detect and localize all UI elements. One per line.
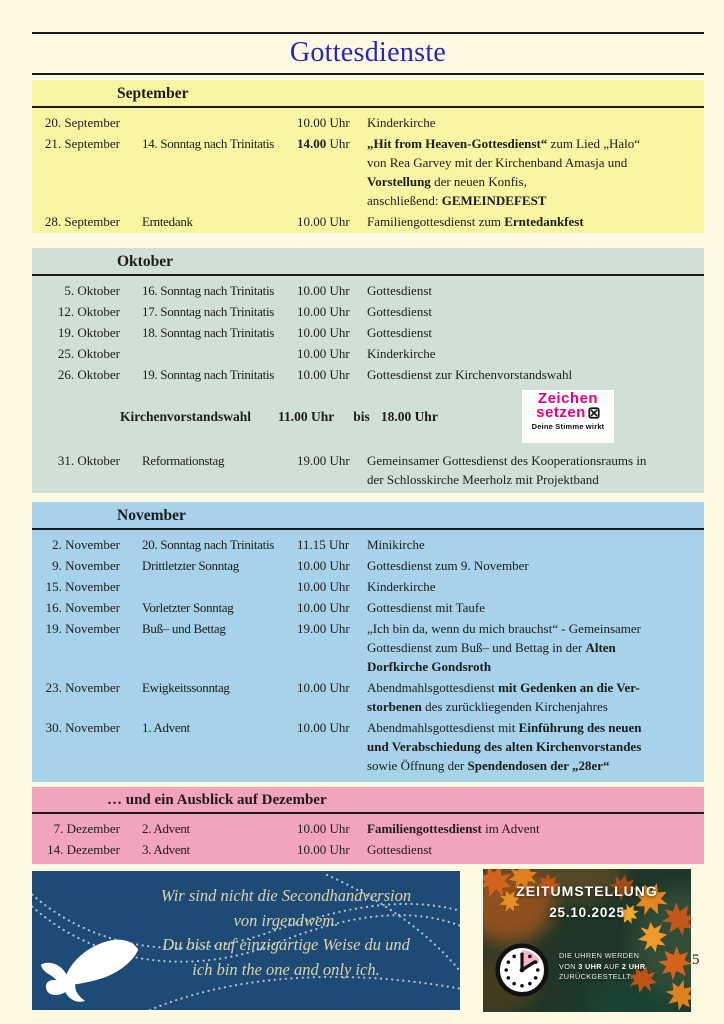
- service-description: [367, 281, 704, 300]
- service-date: 15. November: [45, 579, 120, 594]
- service-date: 9. November: [52, 558, 120, 573]
- service-description: [367, 840, 704, 859]
- service-time: 10.00 Uhr: [297, 346, 350, 361]
- service-row: [32, 819, 704, 838]
- text-segment: anschließend:: [367, 193, 442, 208]
- text-segment: Gottesdienst: [367, 304, 432, 319]
- election-time-to: 18.00 Uhr: [380, 408, 438, 424]
- section-november: [32, 502, 704, 782]
- service-description: [367, 113, 704, 132]
- text-segment: Kinderkirche: [367, 579, 436, 594]
- service-description: [367, 365, 704, 384]
- service-time: 10.00 Uhr: [297, 842, 350, 857]
- service-label: 3. Advent: [142, 842, 190, 857]
- service-label: [120, 344, 297, 363]
- text-segment: Dorfkirche Gondsroth: [367, 659, 492, 674]
- service-time: 10.00 Uhr: [297, 600, 350, 615]
- service-description: [367, 302, 704, 321]
- timechange-date: 25.10.2025: [549, 905, 625, 920]
- service-time: 10.00 Uhr: [297, 304, 350, 319]
- service-description: [367, 134, 704, 210]
- service-label: Drittletzter Sonntag: [142, 558, 239, 573]
- quote-line: Wir sind nicht die Secondhandversion: [160, 886, 412, 905]
- section-rows: [32, 276, 704, 489]
- logo-word: setzen: [522, 406, 614, 420]
- service-row: [32, 281, 704, 300]
- service-row: [32, 598, 704, 617]
- service-time: 11.15 Uhr: [297, 537, 350, 552]
- service-row: [32, 556, 704, 575]
- text-segment: Gottesdienst: [367, 283, 432, 298]
- section-header: … und ein Ausblick auf Dezember: [32, 787, 704, 814]
- service-row: [32, 302, 704, 321]
- text-segment: Kinderkirche: [367, 346, 436, 361]
- section-dezember: [32, 787, 704, 864]
- logo-word: Zeichen: [537, 390, 599, 407]
- zeichen-setzen-logo: [522, 390, 614, 443]
- service-time: 19.00 Uhr: [297, 453, 350, 468]
- service-time: 10.00 Uhr: [297, 115, 350, 130]
- page-number: 5: [692, 952, 700, 968]
- service-row: [32, 134, 704, 210]
- service-label: Erntedank: [142, 214, 193, 229]
- service-description: [367, 535, 704, 554]
- text-segment: Abendmahlsgottesdienst: [367, 680, 499, 695]
- quote-line: ich bin the one and only ich.: [192, 959, 380, 979]
- service-date: 28. September: [44, 214, 120, 229]
- text-segment: 3 UHR: [578, 961, 602, 971]
- text-segment: Einführung des neuen: [518, 720, 642, 735]
- service-description: [367, 556, 704, 575]
- service-label: 2. Advent: [142, 821, 190, 836]
- service-time: 10.00 Uhr: [297, 579, 350, 594]
- service-date: 31. Oktober: [57, 453, 120, 468]
- text-segment: Erntedankfest: [504, 214, 584, 229]
- text-segment: Vorstellung: [367, 174, 431, 189]
- text-segment: Alten: [585, 640, 616, 655]
- service-row: [32, 212, 704, 231]
- quote-card: [32, 871, 460, 1010]
- timechange-note: [559, 951, 646, 983]
- service-row: [32, 365, 704, 384]
- service-description: [367, 451, 704, 489]
- section-september: [32, 80, 704, 233]
- service-description: [367, 212, 704, 231]
- timechange-note-line: [559, 962, 646, 973]
- service-label: Buß– und Bettag: [142, 621, 226, 636]
- service-description: [367, 819, 704, 838]
- text-segment: sowie Öffnung der: [367, 758, 468, 773]
- service-label: 19. Sonntag nach Trinitatis: [142, 367, 275, 382]
- timechange-card: [483, 869, 691, 1012]
- election-label: Kirchenvorstandswahl: [120, 408, 252, 424]
- service-label: 20. Sonntag nach Trinitatis: [142, 537, 275, 552]
- service-row: [32, 451, 704, 489]
- service-label: [120, 113, 297, 132]
- service-row: [32, 113, 704, 132]
- text-segment: und Verabschiedung des alten Kirchenvorstandes: [367, 739, 642, 754]
- text-segment: Kinderkirche: [367, 115, 436, 130]
- section-rows: [32, 814, 704, 859]
- text-segment: 2 UHR: [621, 961, 646, 971]
- service-label: 1. Advent: [142, 720, 190, 735]
- text-segment: im Advent: [481, 821, 540, 836]
- service-label: 18. Sonntag nach Trinitatis: [142, 325, 275, 340]
- section-oktober: [32, 248, 704, 493]
- service-time: 14.00 Uhr: [297, 136, 350, 151]
- service-date: 7. Dezember: [53, 821, 120, 836]
- text-segment: Gottesdienst zum 9. November: [367, 558, 529, 573]
- ballot-box-x-icon: [588, 407, 600, 419]
- text-segment: von Rea Garvey mit der Kirchenband Amasja und: [367, 155, 628, 170]
- timechange-note-line: [559, 972, 646, 983]
- election-time-separator: bis: [353, 408, 370, 424]
- text-segment: Gemeinsamer Gottesdienst des Kooperationsraums in: [367, 453, 647, 468]
- section-header: November: [32, 502, 704, 530]
- service-row: [32, 678, 704, 716]
- text-segment: Gottesdienst mit Taufe: [367, 600, 485, 615]
- service-label: 17. Sonntag nach Trinitatis: [142, 304, 275, 319]
- service-date: 21. September: [44, 136, 120, 151]
- service-label: 14. Sonntag nach Trinitatis: [142, 136, 275, 151]
- quote-line: Du bist auf einzigartige Weise du und: [162, 935, 410, 954]
- text-segment: Gottesdienst: [367, 325, 432, 340]
- clock-turn-back-icon: [495, 943, 549, 997]
- service-label: [120, 577, 297, 596]
- text-segment: Gottesdienst zur Kirchenvorstandswahl: [367, 367, 573, 382]
- service-date: 12. Oktober: [57, 304, 120, 319]
- timechange-note-line: [559, 951, 646, 962]
- service-label: Vorletzter Sonntag: [142, 600, 234, 615]
- service-date: 26. Oktober: [57, 367, 120, 382]
- text-segment: ZURÜCKGESTELLT.: [559, 972, 633, 981]
- service-date: 20. September: [44, 115, 120, 130]
- service-date: 25. Oktober: [57, 346, 120, 361]
- service-description: [367, 344, 704, 363]
- text-segment: Gottesdienst: [367, 842, 432, 857]
- service-date: 2. November: [52, 537, 120, 552]
- service-label: 16. Sonntag nach Trinitatis: [142, 283, 275, 298]
- service-date: 19. November: [45, 621, 120, 636]
- service-time: 10.00 Uhr: [297, 821, 350, 836]
- text-segment: des zurückliegenden Kirchenjahres: [421, 699, 608, 714]
- service-description: [367, 598, 704, 617]
- text-segment: AUF: [601, 961, 622, 971]
- service-date: 30. November: [45, 720, 120, 735]
- page-title: Gottesdienste: [289, 37, 447, 68]
- text-segment: der Schlosskirche Meerholz mit Projektband: [367, 472, 599, 487]
- service-label: Ewigkeitssonntag: [142, 680, 230, 695]
- service-description: [367, 619, 704, 676]
- service-time: 10.00 Uhr: [297, 367, 350, 382]
- service-time: 19.00 Uhr: [297, 621, 350, 636]
- service-description: [367, 678, 704, 716]
- quote-line: von irgendwem.: [233, 910, 339, 930]
- quote-text: [120, 884, 452, 982]
- text-segment: Familiengottesdienst: [367, 821, 482, 836]
- service-row: [32, 577, 704, 596]
- section-rows: [32, 108, 704, 231]
- text-segment: storbenen: [367, 699, 422, 714]
- service-row: [32, 718, 704, 775]
- service-time: 10.00 Uhr: [297, 720, 350, 735]
- text-segment: Minikirche: [367, 537, 425, 552]
- text-segment: Abendmahlsgottesdienst mit: [367, 720, 519, 735]
- service-row: [32, 619, 704, 676]
- text-segment: Spendendosen der „28er“: [467, 758, 610, 773]
- text-segment: Familiengottesdienst zum: [367, 214, 505, 229]
- masthead: [32, 32, 704, 75]
- text-segment: Gottesdienst zum Buß– und Bettag in der: [367, 640, 586, 655]
- service-time: 10.00 Uhr: [297, 283, 350, 298]
- service-time: 10.00 Uhr: [297, 680, 350, 695]
- service-time: 10.00 Uhr: [297, 214, 350, 229]
- service-label: Reformationstag: [142, 453, 225, 468]
- text-segment: der neuen Konfis,: [430, 174, 527, 189]
- service-time: 10.00 Uhr: [297, 558, 350, 573]
- service-date: 14. Dezember: [47, 842, 120, 857]
- text-segment: „Ich bin da, wenn du mich brauchst“ - Gemeinsamer: [367, 621, 641, 636]
- service-time-bold: 14.00: [297, 136, 327, 151]
- logo-tagline: Deine Stimme wirkt: [531, 422, 605, 431]
- service-description: [367, 577, 704, 596]
- service-date: 16. November: [45, 600, 120, 615]
- service-row: [32, 323, 704, 342]
- text-segment: zum Lied „Halo“: [547, 136, 641, 151]
- section-header: Oktober: [32, 248, 704, 276]
- service-row: [32, 344, 704, 363]
- section-header: September: [32, 80, 704, 108]
- service-date: 5. Oktober: [64, 283, 120, 298]
- service-row: [32, 840, 704, 859]
- timechange-title: ZEITUMSTELLUNG: [516, 883, 658, 899]
- text-segment: mit Gedenken an die Ver-: [498, 680, 640, 695]
- election-time-from: 11.00 Uhr: [278, 408, 335, 424]
- text-segment: „Hit from Heaven-Gottesdienst“: [367, 136, 548, 151]
- election-notice: [32, 390, 704, 443]
- service-description: [367, 323, 704, 342]
- text-segment: VON: [559, 961, 579, 971]
- text-segment: GEMEINDEFEST: [441, 193, 547, 208]
- service-description: [367, 718, 704, 775]
- section-rows: [32, 530, 704, 775]
- service-time: 10.00 Uhr: [297, 325, 350, 340]
- service-date: 23. November: [45, 680, 120, 695]
- service-date: 19. Oktober: [57, 325, 120, 340]
- text-segment: DIE UHREN WERDEN: [559, 951, 640, 960]
- service-row: [32, 535, 704, 554]
